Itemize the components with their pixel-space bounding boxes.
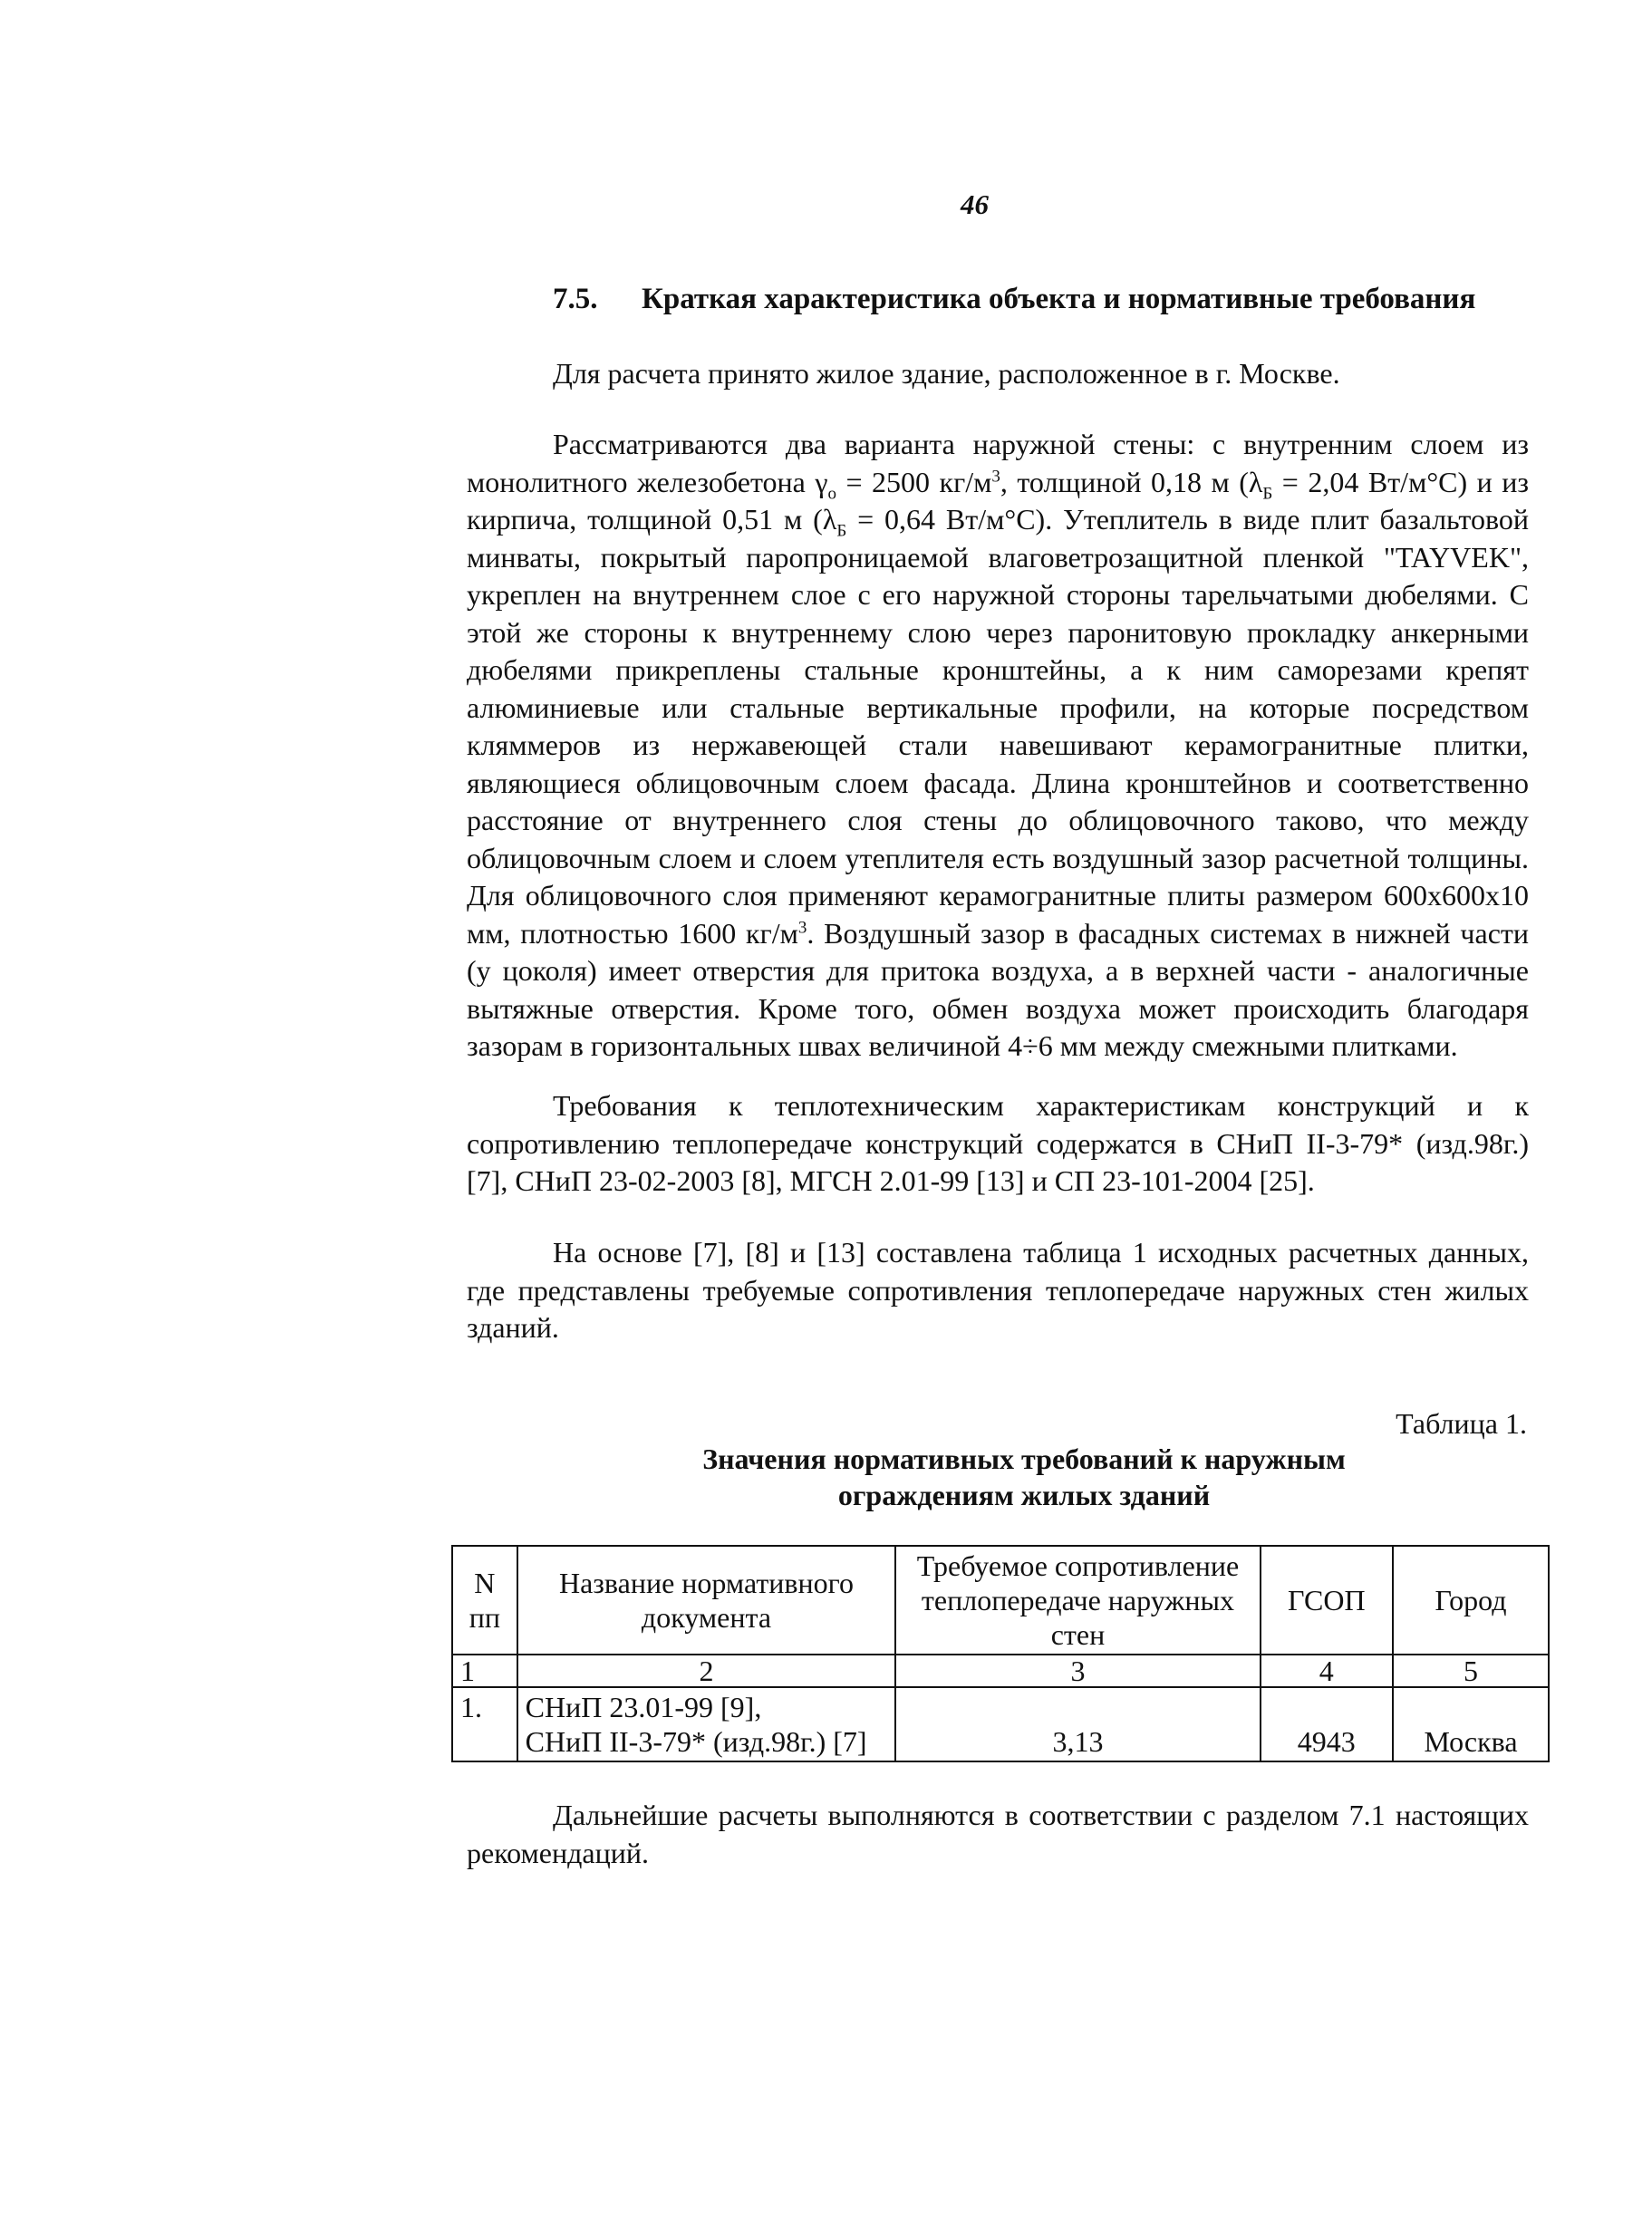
column-number: 3 [895,1655,1260,1687]
section-number: 7.5. [553,283,598,315]
row-resistance: 3,13 [895,1687,1260,1761]
header-resistance: Требуемое сопротивление теплопередаче наружных стен [895,1546,1260,1655]
paragraph-table-intro: На основе [7], [8] и [13] составлена таблица 1 исходных расчетных данных, где представлены требуемые сопротивления теплопередаче наружных стен жилых зданий. [467,1236,1529,1344]
header-gsop: ГСОП [1261,1546,1393,1655]
column-number: 1 [452,1655,517,1687]
section-heading [553,283,1541,316]
table-header-row [452,1546,1549,1655]
row-city: Москва [1393,1687,1549,1761]
table-row [452,1687,1549,1761]
paragraph-building: Для расчета принято жилое здание, расположенное в г. Москве. [553,357,1340,390]
column-number: 5 [1393,1655,1549,1687]
table-column-number-row [452,1655,1549,1687]
table-label: Таблица 1. [1396,1407,1527,1440]
row-document [517,1687,896,1761]
header-document: Название нормативного документа [517,1546,896,1655]
header-city: Город [1393,1546,1549,1655]
header-n: N пп [452,1546,517,1655]
norms-table [451,1545,1550,1762]
section-title: Краткая характеристика объекта и нормативные требования [642,283,1476,315]
paragraph-wall-variants: Рассматриваются два варианта наружной стены: с внутренним слоем из монолитного железобетона $\gamma_о = 2500$ $кг/м^3$, толщиной 0,18 м ($\lambda_Б = 2,04$ Вт/м°С) и из кирпича, толщиной 0,51 м ($\lambda_Б = 0,64$ Вт/м°С). Утеплитель в виде плит базальтовой минваты, покрытый паропроницаемой влаговетрозащитной пленкой "TAYVEK", укреплен на внутреннем слое с его наружной стороны тарельчатыми дюбелями. С этой же стороны к внутреннему слою через паронитовую прокладку анкерными дюбелями прикреплены стальные кронштейны, а к ним саморезами крепят алюминиевые или стальные вертикальные профили, на которые посредством кляммеров из нержавеющей стали навешивают керамогранитные плитки, являющиеся облицовочным слоем фасада. Длина кронштейнов и соответственно расстояние от внутреннего слоя стены до облицовочного таково, что между облицовочным слоем и слоем утеплителя есть воздушный зазор расчетной толщины. Для облицовочного слоя применяют керамогранитные плиты размером 600х600х10 мм, плотностью 1600 $кг/м^3$. Воздушный зазор в фасадных системах в нижней части (у цоколя) имеет отверстия для притока воздуха, а в верхней части - аналогичные вытяжные отверстия. Кроме того, обмен воздуха может происходить благодаря зазорам в горизонтальных швах величиной 4÷6 мм между смежными плитками. [467,428,1530,1062]
column-number: 2 [517,1655,896,1687]
table-title: Значения нормативных требований к наружным ограждениям жилых зданий [702,1443,1346,1511]
paragraph-further-calculations: Дальнейшие расчеты выполняются в соответствии с разделом 7.1 настоящих рекомендаций. [467,1799,1529,1869]
row-gsop: 4943 [1261,1687,1393,1761]
paragraph-requirements: Требования к теплотехническим характеристикам конструкций и к сопротивлению теплопередаче конструкций содержатся в СНиП II-3-79* (изд.98г.) [7], СНиП 23-02-2003 [8], МГСН 2.01-99 [13] и СП 23-101-2004 [25]. [467,1089,1529,1197]
row-number: 1. [452,1687,517,1761]
column-number: 4 [1261,1655,1393,1687]
row-document-line: СНиП II-3-79* (изд.98г.) [7] [525,1725,867,1758]
row-document-line: СНиП 23.01-99 [9], [525,1691,762,1723]
page-number: 46 [961,188,989,220]
